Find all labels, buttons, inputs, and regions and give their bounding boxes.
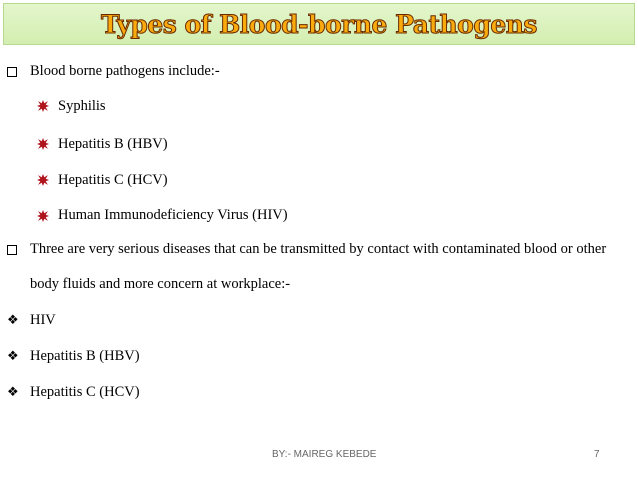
red-starburst-icon <box>37 138 49 150</box>
serious-text-line-2: body fluids and more concern at workplace:- <box>30 276 291 292</box>
list-item: Syphilis <box>58 98 106 114</box>
title-banner <box>3 3 635 45</box>
list-item: Hepatitis B (HBV) <box>30 348 140 364</box>
list-item: Human Immunodeficiency Virus (HIV) <box>58 207 288 223</box>
red-starburst-icon <box>37 100 49 112</box>
serious-text-line-1: Three are very serious diseases that can be transmitted by contact with contaminated blood or other <box>30 241 607 257</box>
intro-text: Blood borne pathogens include:- <box>30 63 220 79</box>
hollow-square-icon <box>7 245 17 255</box>
four-diamond-icon: ❖ <box>7 349 19 364</box>
hollow-square-icon <box>7 67 17 77</box>
list-item: HIV <box>30 312 56 328</box>
page-number: 7 <box>594 449 600 460</box>
red-starburst-icon <box>37 210 49 222</box>
footer-author: BY:- MAIREG KEBEDE <box>272 449 377 460</box>
list-item: Hepatitis C (HCV) <box>30 384 140 400</box>
slide-title: Types of Blood-borne Pathogens <box>101 10 537 39</box>
list-item: Hepatitis B (HBV) <box>58 136 168 152</box>
four-diamond-icon: ❖ <box>7 313 19 328</box>
list-item: Hepatitis C (HCV) <box>58 172 168 188</box>
four-diamond-icon: ❖ <box>7 385 19 400</box>
red-starburst-icon <box>37 174 49 186</box>
